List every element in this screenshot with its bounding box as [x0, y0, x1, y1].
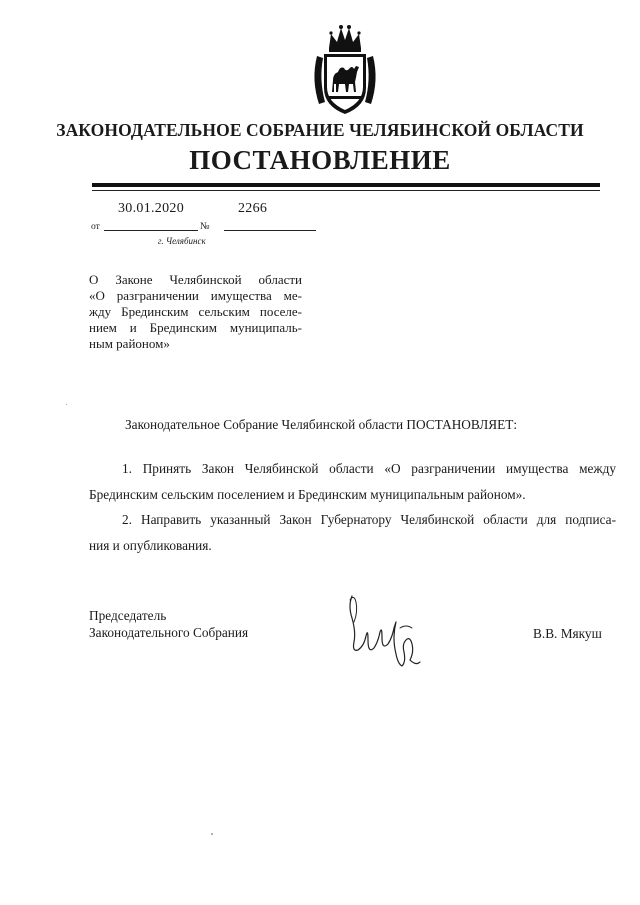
number-underline	[224, 230, 316, 231]
subject-line: О Законе Челябинской области	[89, 272, 302, 287]
resolution-preamble: Законодательное Собрание Челябинской области ПОСТАНОВЛЯЕТ:	[125, 417, 518, 432]
coat-of-arms-icon	[309, 22, 381, 118]
scan-speck	[66, 404, 67, 405]
date-label: от	[91, 222, 100, 232]
document-type-title: ПОСТАНОВЛЕНИЕ	[189, 145, 451, 175]
document-subject	[89, 272, 302, 352]
document-date: 30.01.2020	[118, 201, 184, 216]
item-2-line-1: 2. Направить указанный Закон Губернатору Челябинской области для подписа-	[122, 512, 616, 527]
handwritten-signature-icon	[342, 592, 424, 672]
signer-name: В.В. Мякуш	[533, 626, 602, 641]
signer-position-line-2: Законодательного Собрания	[89, 625, 249, 640]
header-divider-thin	[92, 190, 600, 191]
document-number: 2266	[238, 201, 268, 216]
item-2-line-2: ния и опубликования.	[89, 538, 212, 553]
subject-line: нием и Брединским муниципаль-	[89, 320, 302, 335]
organization-name: ЗАКОНОДАТЕЛЬНОЕ СОБРАНИЕ ЧЕЛЯБИНСКОЙ ОБЛАСТИ	[56, 120, 584, 140]
signer-position-line-1: Председатель	[89, 608, 167, 623]
subject-line: ным районом»	[89, 336, 170, 351]
item-1-line-2: Брединским сельским поселением и Брединским муниципальным районом».	[89, 487, 526, 502]
subject-line: жду Брединским сельским поселе-	[89, 304, 302, 319]
item-1-line-1: 1. Принять Закон Челябинской области «О разграничении имущества между	[122, 461, 616, 476]
scan-speck	[211, 833, 213, 835]
number-label: №	[200, 221, 210, 232]
issue-city: г. Челябинск	[158, 236, 206, 246]
date-underline	[104, 230, 198, 231]
subject-line: «О разграничении имущества ме-	[89, 288, 302, 303]
header-divider-thick	[92, 183, 600, 187]
